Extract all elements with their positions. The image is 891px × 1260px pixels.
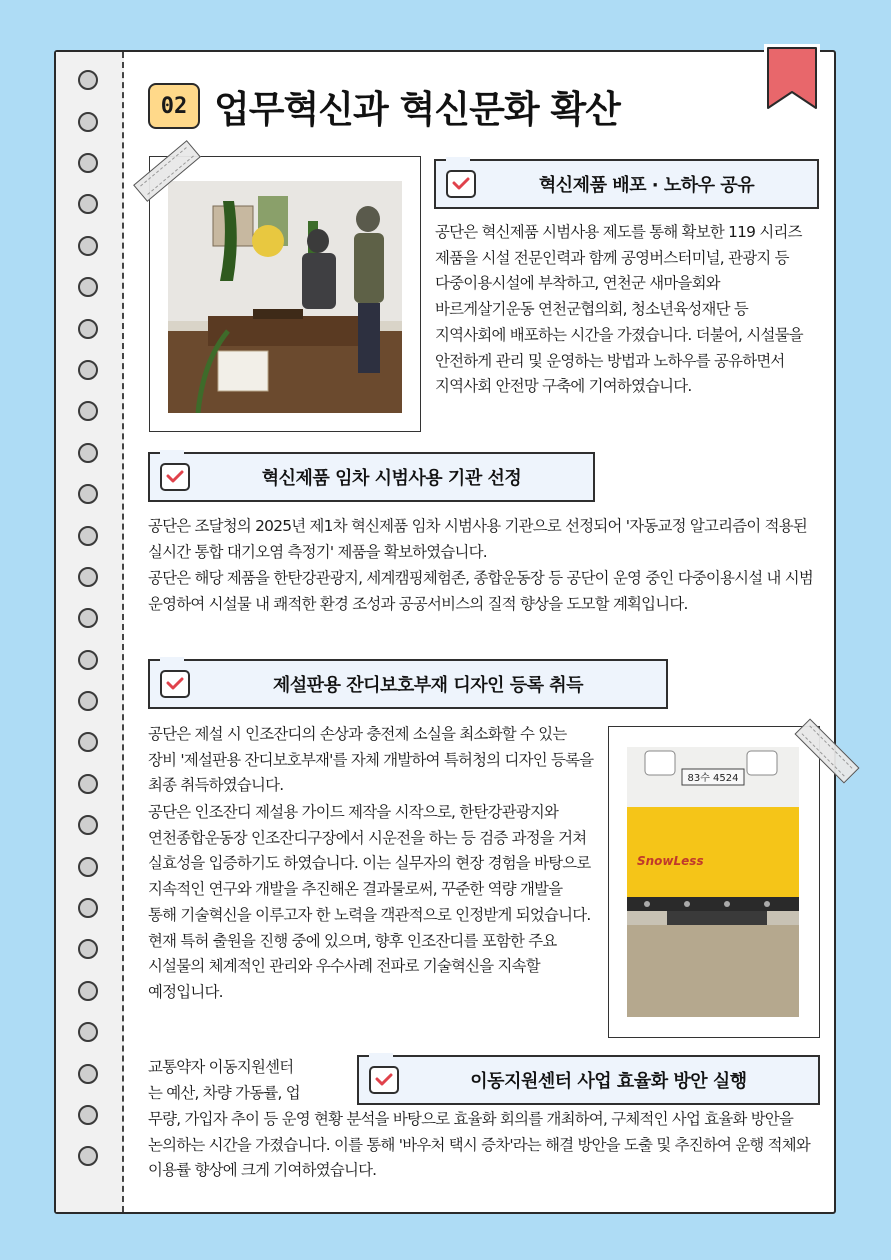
binder-ring: [78, 112, 98, 132]
binder-ring: [78, 774, 98, 794]
check-icon: [446, 170, 476, 198]
check-icon: [160, 463, 190, 491]
binder-ring: [78, 1064, 98, 1084]
section-body-line: 는 예산, 차량 가동률, 업: [148, 1083, 300, 1102]
binder-ring: [78, 981, 98, 1001]
binder-ring: [78, 401, 98, 421]
section-header-design: [148, 659, 668, 709]
office-visit-illustration: [168, 181, 402, 413]
binder-ring: [78, 898, 98, 918]
document-page: [54, 50, 836, 1214]
section-header-distribution: [434, 159, 819, 209]
section-body: 공단은 혁신제품 시범사용 제도를 통해 확보한 119 시리즈 제품을 시설 전문인력과 함께 공영버스터미널, 관광지 등 다중이용시설에 부착하고, 연천군 새마을회와 바르게살기운동 연천군협의회, 청소년육성재단 등 지역사회에 배포하는 시간을 가졌습니다. 더불어, 시설물을 안전하게 관리 및 운영하는 방법과 노하우를 공유하면서 지역사회 안전망 구축에 기여하였습니다.: [435, 223, 803, 396]
binder-ring: [78, 360, 98, 380]
section-body-intro: [148, 1055, 358, 1106]
section-title: 혁신제품 임차 시범사용 기관 선정: [261, 468, 522, 489]
binder-ring: [78, 732, 98, 752]
binder-ring: [78, 194, 98, 214]
binder-ring: [78, 691, 98, 711]
photo1-frame: [149, 156, 421, 432]
binder-ring: [78, 70, 98, 90]
bookmark-icon: [764, 44, 820, 114]
section-title: 혁신제품 배포 · 노하우 공유: [538, 175, 755, 196]
photo2-frame: [608, 726, 820, 1038]
section-body: 무량, 가입자 추이 등 운영 현황 분석을 바탕으로 효율화 회의를 개최하여, 구체적인 사업 효율화 방안을 논의하는 시간을 가졌습니다. 이를 통해 '바우처 택시 증차'라는 해결 방안을 도출 및 추진하여 운행 적체와 이용률 향상에 크게 기여하였습니다.: [148, 1110, 811, 1180]
plow-brand: SnowLess: [637, 854, 704, 868]
section-header-mobility: [357, 1055, 820, 1105]
binder-ring: [78, 650, 98, 670]
check-icon: [369, 1066, 399, 1094]
section-title: 제설판용 잔디보호부재 디자인 등록 취득: [272, 675, 584, 696]
snow-plow-illustration: [627, 747, 799, 1017]
binder-ring: [78, 484, 98, 504]
binder-ring: [78, 443, 98, 463]
section-body: 공단은 인조잔디 제설용 가이드 제작을 시작으로, 한탄강관광지와 연천종합운동장 인조잔디구장에서 시운전을 하는 등 검증 과정을 거쳐 실효성을 입증하기도 하였습니다. 이는 실무자의 현장 경험을 바탕으로 지속적인 연구와 개발을 추진해온 결과물로써, 꾸준한 역량 개발을 통해 기술혁신을 이루고자 한 노력을 객관적으로 인정받게 되었습니다. 현재 특허 출원을 진행 중에 있으며, 향후 인조잔디를 포함한 주요 시설물의 체계적인 관리와 우수사례 전파로 기술혁신을 지속할 예정입니다.: [148, 803, 591, 1001]
section-body: 공단은 제설 시 인조잔디의 손상과 충전제 소실을 최소화할 수 있는 장비 '제설판용 잔디보호부재'를 자체 개발하여 특허청의 디자인 등록을 최종 취득하였습니다.: [148, 725, 594, 795]
binder-ring: [78, 526, 98, 546]
check-icon: [160, 670, 190, 698]
binder-ring: [78, 857, 98, 877]
binder-ring: [78, 153, 98, 173]
section-title: 이동지원센터 사업 효율화 방안 실행: [470, 1071, 747, 1092]
binder-ring: [78, 277, 98, 297]
binder-ring: [78, 815, 98, 835]
snow-plow-guard-photo: [627, 747, 799, 1017]
binder-ring: [78, 1105, 98, 1125]
section-number-badge: 02: [148, 83, 200, 129]
binder-ring: [78, 319, 98, 339]
section-body: 공단은 조달청의 2025년 제1차 혁신제품 임차 시범사용 기관으로 선정되어 '자동교정 알고리즘이 적용된 실시간 통합 대기오염 측정기' 제품을 확보하였습니다.: [148, 517, 807, 561]
binder-ring: [78, 567, 98, 587]
section-body-line: 교통약자 이동지원센터: [148, 1058, 294, 1076]
plate-text: 83수 4524: [687, 773, 739, 784]
page-header: [148, 76, 620, 136]
binder-ring: [78, 939, 98, 959]
section-body: 공단은 해당 제품을 한탄강관광지, 세계캠핑체험존, 종합운동장 등 공단이 운영 중인 다중이용시설 내 시범 운영하여 시설물 내 쾌적한 환경 조성과 공공서비스의 질적 향상을 도모할 계획입니다.: [148, 569, 814, 613]
binder-ring: [78, 1022, 98, 1042]
binder-strip: [56, 52, 124, 1212]
binder-ring: [78, 1146, 98, 1166]
binder-ring: [78, 236, 98, 256]
office-visit-photo: [168, 181, 402, 413]
section-header-pilot: [148, 452, 595, 502]
page-title: 업무혁신과 혁신문화 확산: [214, 88, 620, 131]
binder-ring: [78, 608, 98, 628]
